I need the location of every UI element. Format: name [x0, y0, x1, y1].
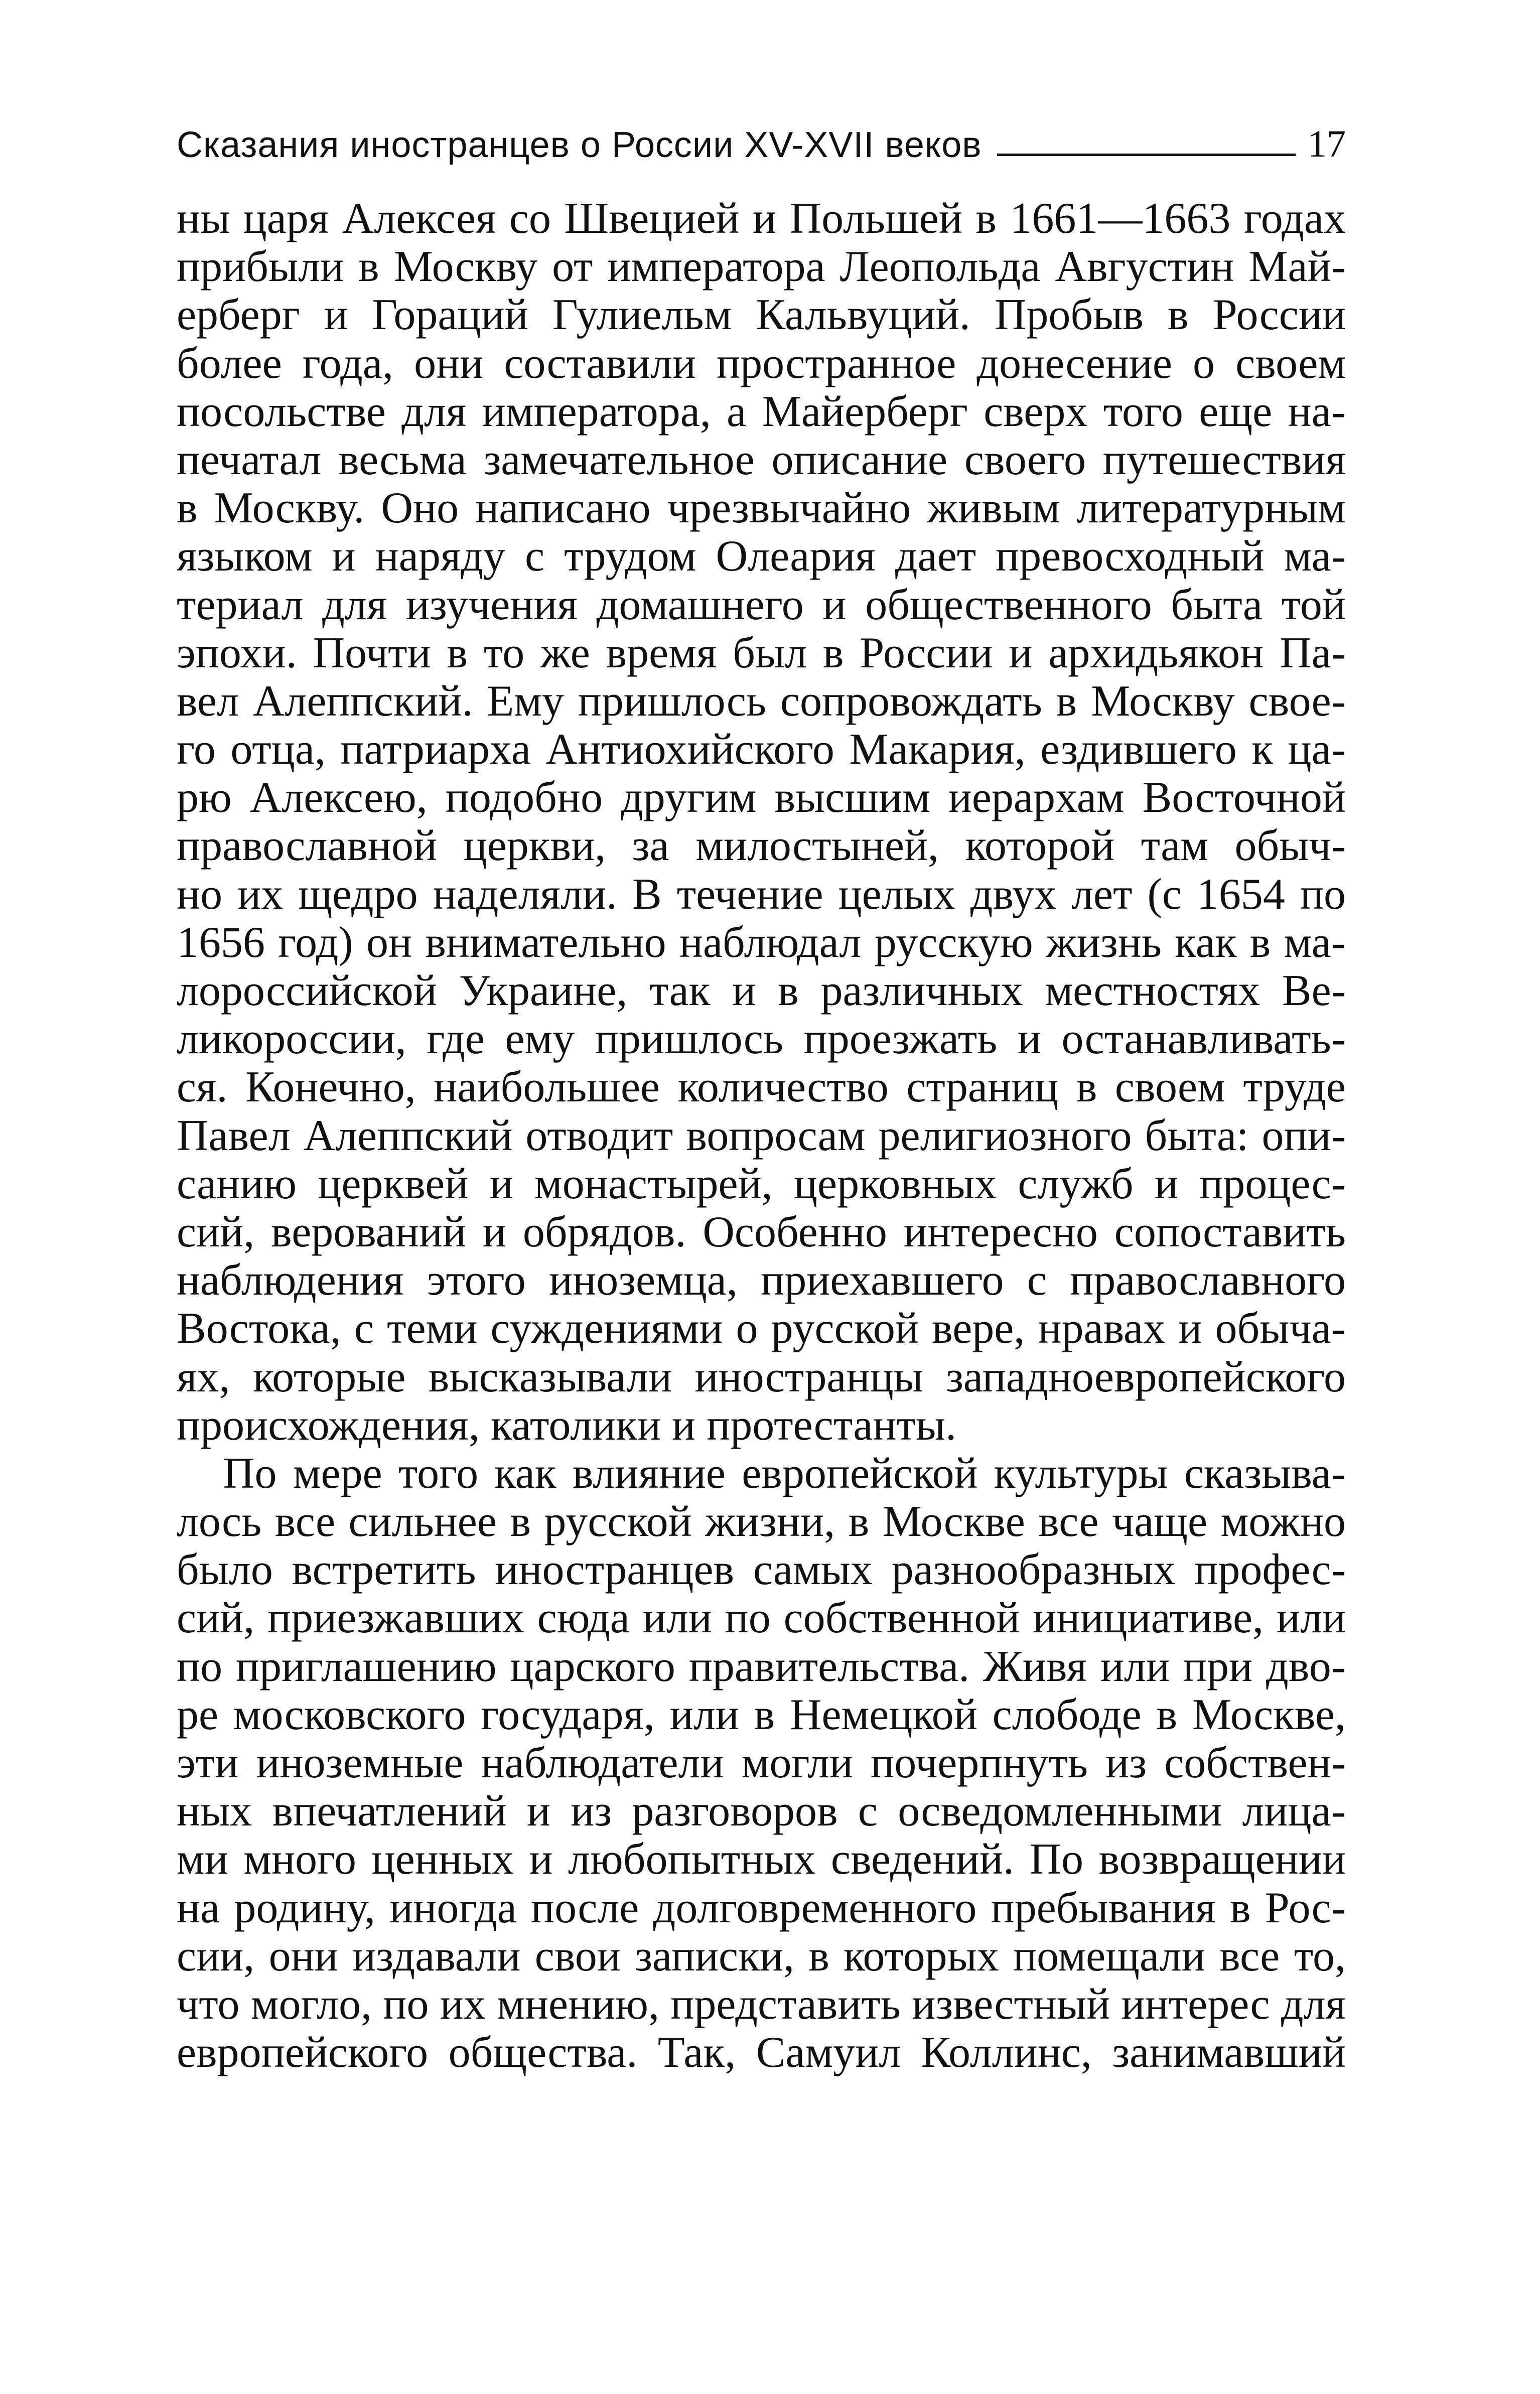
text-line: посольстве для императора, а Майерберг сверх того еще на-	[177, 387, 1346, 436]
text-line: прибыли в Москву от императора Леопольда Августин Май-	[177, 243, 1346, 292]
text-line: рю Алексею, подобно другим высшим иерархам Восточной	[177, 774, 1346, 822]
text-line: но их щедро наделяли. В течение целых двух лет (с 1654 по	[177, 870, 1346, 919]
text-line: европейского общества. Так, Самуил Коллинс, занимавший	[177, 2029, 1346, 2077]
text-line: сий, верований и обрядов. Особенно интересно сопоставить	[177, 1208, 1346, 1256]
running-title: Сказания иностранцев о России XV-XVII веков	[177, 125, 982, 165]
text-line: санию церквей и монастырей, церковных служб и процес-	[177, 1160, 1346, 1208]
text-line: сий, приезжавших сюда или по собственной инициативе, или	[177, 1594, 1346, 1643]
text-line: ся. Конечно, наибольшее количество страниц в своем труде	[177, 1063, 1346, 1112]
text-line: Павел Алеппский отводит вопросам религиозного быта: опи-	[177, 1111, 1346, 1160]
text-line: лороссийской Украине, так и в различных местностях Ве-	[177, 967, 1346, 1015]
text-line: териал для изучения домашнего и общественного быта той	[177, 581, 1346, 629]
paragraph-1	[177, 195, 1346, 1450]
header-rule	[997, 154, 1296, 156]
text-line: вел Алеппский. Ему пришлось сопровождать в Москву свое-	[177, 677, 1346, 726]
text-line: го отца, патриарха Антиохийского Макария, ездившего к ца-	[177, 726, 1346, 774]
text-line: по приглашению царского правительства. Живя или при дво-	[177, 1642, 1346, 1691]
running-header	[177, 108, 1346, 163]
text-line: 1656 год) он внимательно наблюдал русскую жизнь как в ма-	[177, 918, 1346, 967]
text-line: эти иноземные наблюдатели могли почерпнуть из собствен-	[177, 1739, 1346, 1787]
text-line: ми много ценных и любопытных сведений. По возвращении	[177, 1836, 1346, 1884]
text-line: По мере того как влияние европейской культуры сказыва-	[223, 1449, 1346, 1498]
text-line: языком и наряду с трудом Олеария дает превосходный ма-	[177, 532, 1346, 581]
text-line: наблюдения этого иноземца, приехавшего с православного	[177, 1256, 1346, 1305]
text-line: печатал весьма замечательное описание своего путешествия	[177, 436, 1346, 484]
text-line: что могло, по их мнению, представить известный интерес для	[177, 1980, 1346, 2029]
text-line: Востока, с теми суждениями о русской вере, нравах и обыча-	[177, 1305, 1346, 1353]
text-line: эпохи. Почти в то же время был в России и архидьякон Па-	[177, 629, 1346, 677]
text-line: ных впечатлений и из разговоров с осведомленными лица-	[177, 1787, 1346, 1836]
body-text	[177, 195, 1346, 2077]
text-line: ях, которые высказывали иностранцы западноевропейского	[177, 1353, 1346, 1401]
text-line: лось все сильнее в русской жизни, в Москве все чаще можно	[177, 1498, 1346, 1546]
text-line: на родину, иногда после долговременного пребывания в Рос-	[177, 1884, 1346, 1932]
text-line: было встретить иностранцев самых разнообразных профес-	[177, 1546, 1346, 1595]
text-line: ликороссии, где ему пришлось проезжать и останавливать-	[177, 1015, 1346, 1064]
page-number: 17	[1308, 123, 1346, 165]
text-line: православной церкви, за милостыней, которой там обыч-	[177, 822, 1346, 871]
text-line: ерберг и Гораций Гулиельм Кальвуций. Пробыв в России	[177, 291, 1346, 340]
text-line: в Москву. Оно написано чрезвычайно живым литературным	[177, 484, 1346, 533]
text-line: происхождения, католики и протестанты.	[177, 1401, 957, 1450]
paragraph-2	[177, 1450, 1346, 2077]
text-line: ре московского государя, или в Немецкой слободе в Москве,	[177, 1691, 1346, 1739]
text-line: сии, они издавали свои записки, в которых помещали все то,	[177, 1932, 1346, 1981]
text-line: более года, они составили пространное донесение о своем	[177, 339, 1346, 388]
text-line: ны царя Алексея со Швецией и Польшей в 1661—1663 годах	[177, 195, 1346, 243]
